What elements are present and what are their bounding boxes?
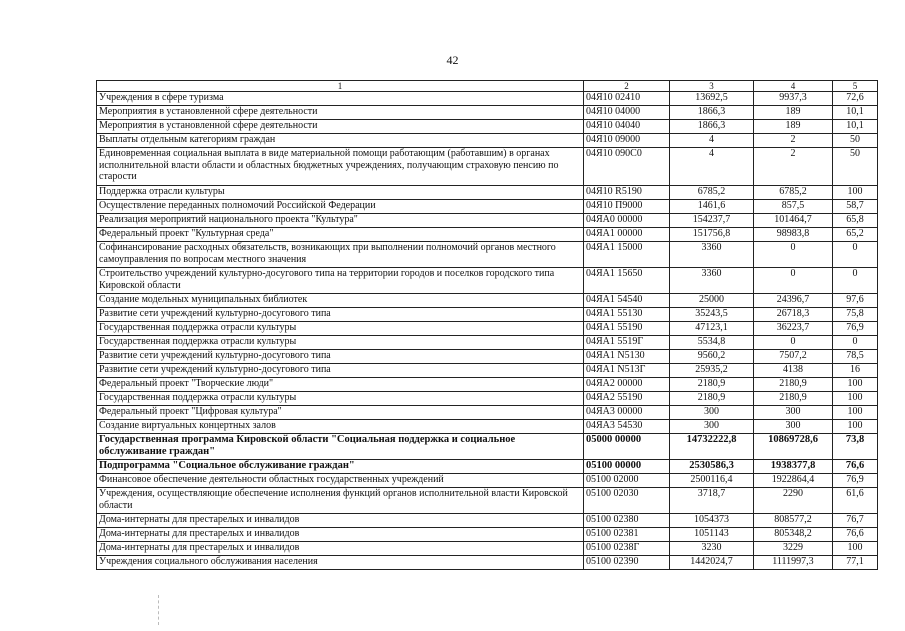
row-name-cell: Дома-интернаты для престарелых и инвалидов: [97, 514, 584, 528]
row-percent-cell: 75,8: [833, 308, 878, 322]
row-executed-cell: 2180,9: [754, 378, 833, 392]
row-percent-cell: 76,6: [833, 460, 878, 474]
row-planned-cell: 1442024,7: [670, 556, 754, 570]
table-row: [97, 350, 878, 364]
row-planned-cell: 6785,2: [670, 186, 754, 200]
column-header: 2: [584, 81, 670, 92]
row-executed-cell: 4138: [754, 364, 833, 378]
table-row: [97, 336, 878, 350]
row-planned-cell: 2180,9: [670, 392, 754, 406]
table-row: [97, 392, 878, 406]
row-code-cell: 04Я10 R5190: [584, 186, 670, 200]
row-planned-cell: 1866,3: [670, 120, 754, 134]
column-header: 1: [97, 81, 584, 92]
column-header: 4: [754, 81, 833, 92]
table-row: [97, 474, 878, 488]
row-name-cell: Учреждения, осуществляющие обеспечение исполнения функций органов исполнительной власти Кировской области: [97, 488, 584, 514]
row-name-cell: Развитие сети учреждений культурно-досугового типа: [97, 308, 584, 322]
row-name-cell: Мероприятия в установленной сфере деятельности: [97, 106, 584, 120]
row-code-cell: 04ЯА1 15000: [584, 242, 670, 268]
row-percent-cell: 50: [833, 134, 878, 148]
row-name-cell: Строительство учреждений культурно-досугового типа на территории городов и поселков городского типа Кировской области: [97, 268, 584, 294]
row-executed-cell: 98983,8: [754, 228, 833, 242]
row-executed-cell: 0: [754, 268, 833, 294]
row-name-cell: Реализация мероприятий национального проекта "Культура": [97, 214, 584, 228]
row-percent-cell: 72,6: [833, 92, 878, 106]
row-planned-cell: 9560,2: [670, 350, 754, 364]
row-executed-cell: 300: [754, 420, 833, 434]
row-planned-cell: 4: [670, 148, 754, 186]
row-code-cell: 04Я10 090С0: [584, 148, 670, 186]
row-percent-cell: 100: [833, 542, 878, 556]
row-planned-cell: 3360: [670, 268, 754, 294]
table-row: [97, 420, 878, 434]
row-planned-cell: 25000: [670, 294, 754, 308]
row-executed-cell: 2290: [754, 488, 833, 514]
row-executed-cell: 805348,2: [754, 528, 833, 542]
row-planned-cell: 4: [670, 134, 754, 148]
row-code-cell: 05100 02390: [584, 556, 670, 570]
table-row: [97, 308, 878, 322]
row-percent-cell: 73,8: [833, 434, 878, 460]
row-name-cell: Создание виртуальных концертных залов: [97, 420, 584, 434]
row-code-cell: 04ЯА2 00000: [584, 378, 670, 392]
row-executed-cell: 1922864,4: [754, 474, 833, 488]
table-row: [97, 120, 878, 134]
row-executed-cell: 26718,3: [754, 308, 833, 322]
table-row: [97, 134, 878, 148]
row-planned-cell: 300: [670, 420, 754, 434]
row-planned-cell: 2180,9: [670, 378, 754, 392]
row-name-cell: Учреждения социального обслуживания населения: [97, 556, 584, 570]
row-percent-cell: 100: [833, 186, 878, 200]
row-code-cell: 05100 02000: [584, 474, 670, 488]
table-row: [97, 228, 878, 242]
row-percent-cell: 100: [833, 378, 878, 392]
row-name-cell: Федеральный проект "Культурная среда": [97, 228, 584, 242]
row-code-cell: 04ЯА1 55190: [584, 322, 670, 336]
row-executed-cell: 2: [754, 134, 833, 148]
budget-table: [96, 80, 878, 570]
row-executed-cell: 10869728,6: [754, 434, 833, 460]
row-code-cell: 04ЯА3 00000: [584, 406, 670, 420]
table-row: [97, 268, 878, 294]
column-header: 5: [833, 81, 878, 92]
table-row: [97, 294, 878, 308]
row-code-cell: 05100 02380: [584, 514, 670, 528]
row-code-cell: 04ЯА1 N513Г: [584, 364, 670, 378]
row-code-cell: 05100 00000: [584, 460, 670, 474]
row-percent-cell: 76,6: [833, 528, 878, 542]
row-planned-cell: 1866,3: [670, 106, 754, 120]
row-planned-cell: 47123,1: [670, 322, 754, 336]
row-code-cell: 04ЯА1 5519Г: [584, 336, 670, 350]
row-percent-cell: 16: [833, 364, 878, 378]
row-name-cell: Развитие сети учреждений культурно-досугового типа: [97, 350, 584, 364]
row-percent-cell: 61,6: [833, 488, 878, 514]
row-planned-cell: 25935,2: [670, 364, 754, 378]
row-name-cell: Единовременная социальная выплата в виде материальной помощи работающим (работавшим) в органах исполнительной власти области и областных бюджетных учреждениях, получающим страховую пенсию по старости: [97, 148, 584, 186]
row-planned-cell: 154237,7: [670, 214, 754, 228]
table-row: [97, 200, 878, 214]
row-code-cell: 04Я10 04000: [584, 106, 670, 120]
page-number: 42: [446, 53, 459, 67]
row-name-cell: Государственная программа Кировской области "Социальная поддержка и социальное обслуживание граждан": [97, 434, 584, 460]
row-name-cell: Государственная поддержка отрасли культуры: [97, 322, 584, 336]
row-planned-cell: 3360: [670, 242, 754, 268]
row-planned-cell: 300: [670, 406, 754, 420]
table-row: [97, 214, 878, 228]
row-executed-cell: 1938377,8: [754, 460, 833, 474]
table-row: [97, 460, 878, 474]
table-row: [97, 148, 878, 186]
row-executed-cell: 189: [754, 120, 833, 134]
table-row: [97, 322, 878, 336]
row-planned-cell: 1051143: [670, 528, 754, 542]
row-planned-cell: 1054373: [670, 514, 754, 528]
row-planned-cell: 35243,5: [670, 308, 754, 322]
row-executed-cell: 24396,7: [754, 294, 833, 308]
row-executed-cell: 189: [754, 106, 833, 120]
row-planned-cell: 13692,5: [670, 92, 754, 106]
row-code-cell: 04ЯА1 N5130: [584, 350, 670, 364]
row-name-cell: Подпрограмма "Социальное обслуживание граждан": [97, 460, 584, 474]
table-row: [97, 542, 878, 556]
row-code-cell: 04ЯА0 00000: [584, 214, 670, 228]
table-row: [97, 106, 878, 120]
row-name-cell: Финансовое обеспечение деятельности областных государственных учреждений: [97, 474, 584, 488]
row-percent-cell: 65,8: [833, 214, 878, 228]
row-code-cell: 04ЯА1 00000: [584, 228, 670, 242]
scan-artifact-line: [158, 595, 160, 625]
row-name-cell: Дома-интернаты для престарелых и инвалидов: [97, 542, 584, 556]
row-executed-cell: 0: [754, 336, 833, 350]
row-percent-cell: 77,1: [833, 556, 878, 570]
row-percent-cell: 100: [833, 392, 878, 406]
row-code-cell: 04ЯА3 54530: [584, 420, 670, 434]
row-executed-cell: 3229: [754, 542, 833, 556]
row-executed-cell: 2180,9: [754, 392, 833, 406]
row-code-cell: 05100 02381: [584, 528, 670, 542]
row-percent-cell: 0: [833, 242, 878, 268]
row-name-cell: Федеральный проект "Цифровая культура": [97, 406, 584, 420]
table-row: [97, 556, 878, 570]
table-row: [97, 364, 878, 378]
row-name-cell: Мероприятия в установленной сфере деятельности: [97, 120, 584, 134]
row-code-cell: 04ЯА2 55190: [584, 392, 670, 406]
row-executed-cell: 300: [754, 406, 833, 420]
row-code-cell: 05000 00000: [584, 434, 670, 460]
table-row: [97, 186, 878, 200]
row-executed-cell: 0: [754, 242, 833, 268]
row-percent-cell: 97,6: [833, 294, 878, 308]
table-row: [97, 406, 878, 420]
row-executed-cell: 101464,7: [754, 214, 833, 228]
row-name-cell: Учреждения в сфере туризма: [97, 92, 584, 106]
row-name-cell: Федеральный проект "Творческие люди": [97, 378, 584, 392]
table-row: [97, 378, 878, 392]
table-row: [97, 92, 878, 106]
row-percent-cell: 50: [833, 148, 878, 186]
row-code-cell: 04Я10 04040: [584, 120, 670, 134]
row-name-cell: Выплаты отдельным категориям граждан: [97, 134, 584, 148]
row-percent-cell: 0: [833, 268, 878, 294]
row-planned-cell: 5534,8: [670, 336, 754, 350]
row-planned-cell: 1461,6: [670, 200, 754, 214]
row-code-cell: 04ЯА1 15650: [584, 268, 670, 294]
row-name-cell: Поддержка отрасли культуры: [97, 186, 584, 200]
row-percent-cell: 78,5: [833, 350, 878, 364]
column-number-row: [97, 81, 878, 92]
row-percent-cell: 76,9: [833, 322, 878, 336]
table-row: [97, 242, 878, 268]
row-percent-cell: 76,9: [833, 474, 878, 488]
row-name-cell: Государственная поддержка отрасли культуры: [97, 392, 584, 406]
row-executed-cell: 6785,2: [754, 186, 833, 200]
row-percent-cell: 65,2: [833, 228, 878, 242]
row-percent-cell: 58,7: [833, 200, 878, 214]
row-percent-cell: 0: [833, 336, 878, 350]
row-planned-cell: 151756,8: [670, 228, 754, 242]
row-executed-cell: 1111997,3: [754, 556, 833, 570]
row-planned-cell: 3718,7: [670, 488, 754, 514]
row-code-cell: 04Я10 П9000: [584, 200, 670, 214]
row-name-cell: Софинансирование расходных обязательств, возникающих при выполнении полномочий органов местного самоуправления по вопросам местного значения: [97, 242, 584, 268]
row-name-cell: Государственная поддержка отрасли культуры: [97, 336, 584, 350]
table-row: [97, 488, 878, 514]
row-name-cell: Осуществление переданных полномочий Российской Федерации: [97, 200, 584, 214]
row-code-cell: 04ЯА1 55130: [584, 308, 670, 322]
row-code-cell: 04Я10 02410: [584, 92, 670, 106]
row-code-cell: 05100 0238Г: [584, 542, 670, 556]
row-percent-cell: 10,1: [833, 106, 878, 120]
row-code-cell: 04Я10 09000: [584, 134, 670, 148]
row-name-cell: Развитие сети учреждений культурно-досугового типа: [97, 364, 584, 378]
row-percent-cell: 100: [833, 420, 878, 434]
row-planned-cell: 2530586,3: [670, 460, 754, 474]
row-executed-cell: 7507,2: [754, 350, 833, 364]
row-executed-cell: 808577,2: [754, 514, 833, 528]
column-header: 3: [670, 81, 754, 92]
row-percent-cell: 76,7: [833, 514, 878, 528]
row-name-cell: Дома-интернаты для престарелых и инвалидов: [97, 528, 584, 542]
row-percent-cell: 100: [833, 406, 878, 420]
row-percent-cell: 10,1: [833, 120, 878, 134]
row-planned-cell: 2500116,4: [670, 474, 754, 488]
row-code-cell: 04ЯА1 54540: [584, 294, 670, 308]
table-row: [97, 434, 878, 460]
row-name-cell: Создание модельных муниципальных библиотек: [97, 294, 584, 308]
table-row: [97, 528, 878, 542]
row-executed-cell: 9937,3: [754, 92, 833, 106]
row-executed-cell: 2: [754, 148, 833, 186]
row-code-cell: 05100 02030: [584, 488, 670, 514]
row-executed-cell: 36223,7: [754, 322, 833, 336]
row-executed-cell: 857,5: [754, 200, 833, 214]
row-planned-cell: 14732222,8: [670, 434, 754, 460]
table-row: [97, 514, 878, 528]
row-planned-cell: 3230: [670, 542, 754, 556]
